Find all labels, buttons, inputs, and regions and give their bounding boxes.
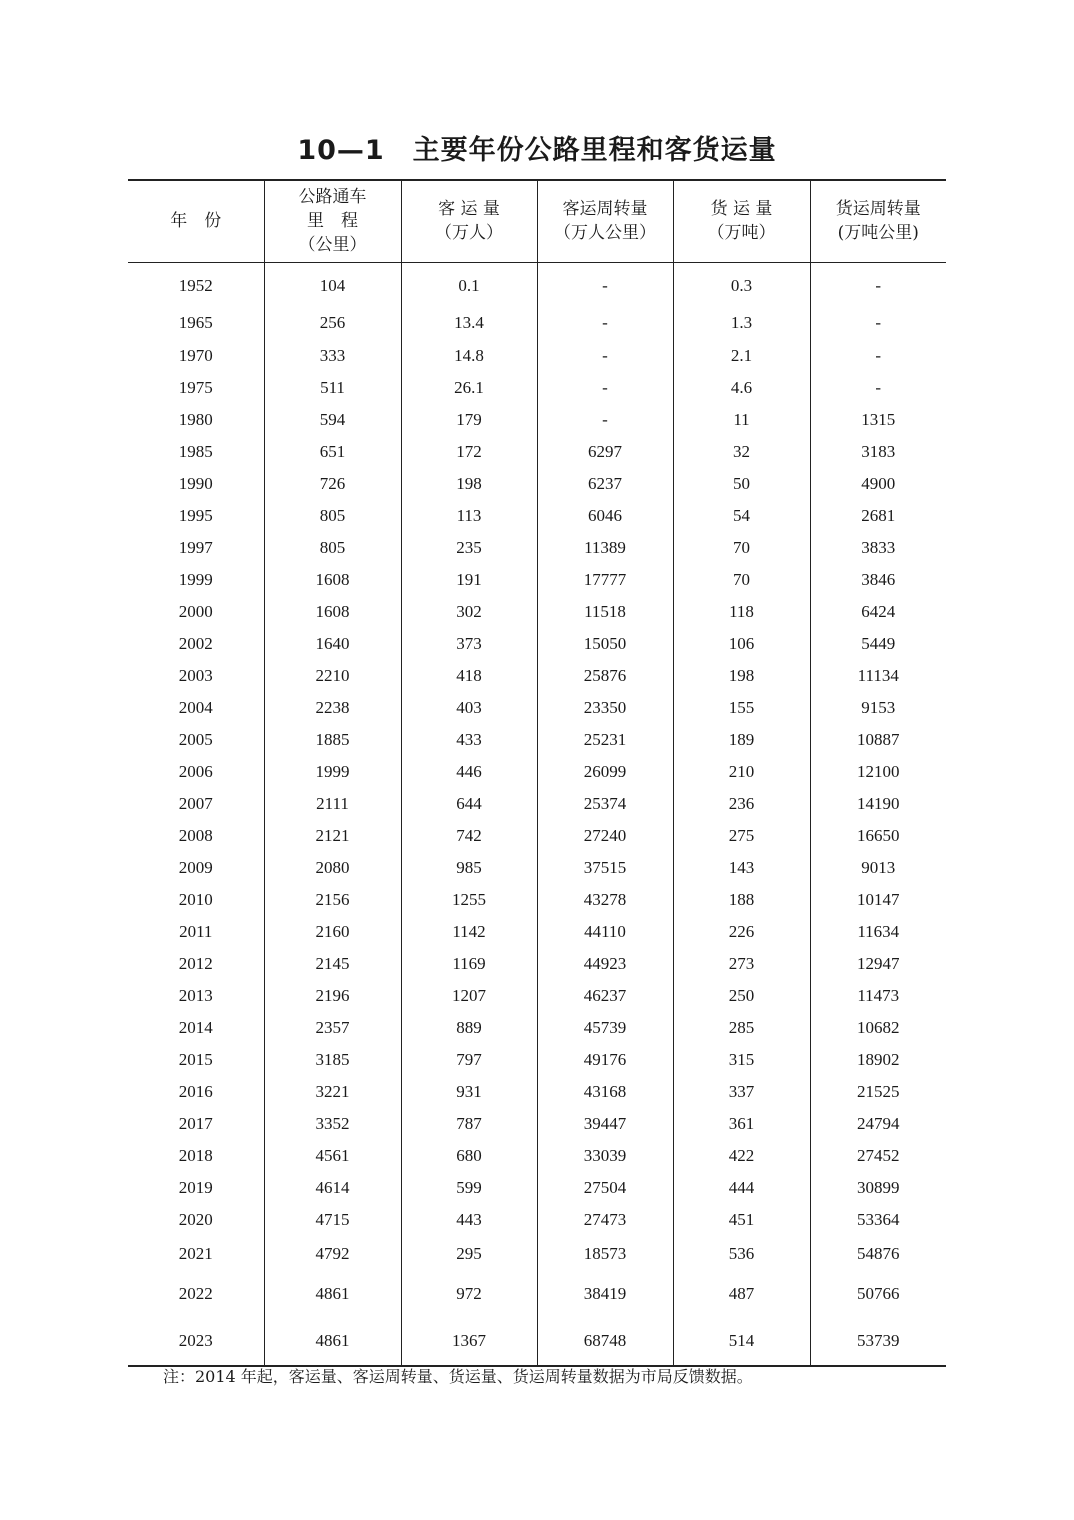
cell-mileage: 3352 [264,1108,401,1140]
cell-freight-volume: 155 [673,692,810,724]
cell-year: 2019 [178,1178,213,1197]
table-body [128,262,946,1366]
table-row [128,340,946,372]
cell-freight-turnover: 14190 [810,788,946,820]
cell-year: 2012 [178,954,213,973]
cell-mileage: 3221 [264,1076,401,1108]
cell-freight-turnover: 3183 [810,436,946,468]
cell-year: 2006 [178,762,213,781]
cell-freight-volume: 337 [673,1076,810,1108]
cell-mileage: 104 [264,262,401,305]
cell-freight-volume: 1.3 [673,305,810,340]
cell-freight-volume: 189 [673,724,810,756]
table-row [128,692,946,724]
cell-freight-turnover: 2681 [810,500,946,532]
table-row [128,262,946,305]
cell-passenger-turnover: 45739 [537,1012,673,1044]
cell-passenger-volume: 113 [401,500,537,532]
cell-passenger-turnover: 39447 [537,1108,673,1140]
cell-freight-turnover: 10682 [810,1012,946,1044]
cell-freight-volume: 70 [673,564,810,596]
cell-freight-volume: 226 [673,916,810,948]
cell-year: 2000 [178,602,213,621]
cell-freight-turnover: 10147 [810,884,946,916]
page-title: 10—1 主要年份公路里程和客货运量 [297,135,777,166]
cell-freight-turnover: - [810,305,946,340]
cell-year: 1965 [178,312,213,332]
cell-mileage: 726 [264,468,401,500]
cell-passenger-volume: 889 [401,1012,537,1044]
table-row [128,948,946,980]
cell-passenger-turnover: 46237 [537,980,673,1012]
table-row [128,916,946,948]
table-row [128,1204,946,1236]
cell-passenger-volume: 446 [401,756,537,788]
cell-passenger-volume: 742 [401,820,537,852]
cell-freight-volume: 514 [673,1316,810,1366]
cell-freight-volume: 4.6 [673,372,810,404]
cell-mileage: 3185 [264,1044,401,1076]
table-row [128,660,946,692]
cell-freight-turnover: - [810,340,946,372]
cell-year: 2017 [178,1114,213,1133]
cell-passenger-volume: 191 [401,564,537,596]
cell-year: 2004 [178,698,213,717]
cell-mileage: 2238 [264,692,401,724]
cell-passenger-turnover: 27240 [537,820,673,852]
cell-passenger-turnover: 27504 [537,1172,673,1204]
cell-freight-turnover: 3846 [810,564,946,596]
cell-mileage: 2080 [264,852,401,884]
cell-year: 1970 [178,346,213,365]
cell-mileage: 2111 [264,788,401,820]
footnote: 注：2014 年起，客运量、客运周转量、货运量、货运周转量数据为市局反馈数据。 [163,1367,753,1386]
header-passenger-turnover: 客运周转量 （万人公里） [537,180,673,262]
cell-freight-volume: 50 [673,468,810,500]
cell-passenger-turnover: - [537,340,673,372]
cell-passenger-turnover: 11518 [537,596,673,628]
cell-freight-turnover: 3833 [810,532,946,564]
cell-passenger-volume: 26.1 [401,372,537,404]
cell-freight-volume: 451 [673,1204,810,1236]
cell-mileage: 4715 [264,1204,401,1236]
cell-freight-volume: 11 [673,404,810,436]
table-row [128,305,946,340]
cell-passenger-volume: 644 [401,788,537,820]
header-passenger-volume: 客 运 量 （万人） [401,180,537,262]
cell-freight-turnover: 6424 [810,596,946,628]
cell-freight-turnover: 30899 [810,1172,946,1204]
cell-mileage: 2196 [264,980,401,1012]
cell-passenger-volume: 787 [401,1108,537,1140]
table-row [128,372,946,404]
cell-freight-volume: 188 [673,884,810,916]
cell-passenger-volume: 403 [401,692,537,724]
cell-freight-volume: 118 [673,596,810,628]
cell-year: 2011 [179,922,213,941]
cell-mileage: 333 [264,340,401,372]
cell-mileage: 4614 [264,1172,401,1204]
cell-freight-turnover: - [810,372,946,404]
table-row [128,1012,946,1044]
cell-freight-volume: 236 [673,788,810,820]
cell-passenger-volume: 373 [401,628,537,660]
table-row [128,468,946,500]
cell-freight-turnover: 16650 [810,820,946,852]
highway-transport-table [128,179,946,1367]
cell-freight-volume: 2.1 [673,340,810,372]
cell-mileage: 1608 [264,596,401,628]
cell-freight-volume: 361 [673,1108,810,1140]
cell-passenger-turnover: 6237 [537,468,673,500]
cell-mileage: 805 [264,500,401,532]
cell-passenger-turnover: 11389 [537,532,673,564]
cell-passenger-volume: 1142 [401,916,537,948]
table-row [128,1272,946,1316]
cell-passenger-volume: 0.1 [401,262,537,305]
cell-mileage: 2156 [264,884,401,916]
header-freight-volume: 货 运 量 （万吨） [673,180,810,262]
cell-freight-volume: 198 [673,660,810,692]
cell-freight-turnover: 5449 [810,628,946,660]
cell-year: 2009 [178,858,213,877]
cell-passenger-turnover: 26099 [537,756,673,788]
cell-freight-turnover: 11473 [810,980,946,1012]
cell-passenger-volume: 985 [401,852,537,884]
table-row [128,820,946,852]
cell-freight-volume: 0.3 [673,262,810,305]
cell-passenger-volume: 931 [401,1076,537,1108]
cell-passenger-turnover: 68748 [537,1316,673,1366]
cell-passenger-volume: 1207 [401,980,537,1012]
cell-year: 2007 [178,794,213,813]
table-row [128,852,946,884]
cell-freight-turnover: 1315 [810,404,946,436]
cell-mileage: 651 [264,436,401,468]
table-row [128,1236,946,1272]
cell-passenger-turnover: 6297 [537,436,673,468]
cell-year: 2020 [178,1210,213,1229]
cell-passenger-turnover: 49176 [537,1044,673,1076]
cell-mileage: 2210 [264,660,401,692]
cell-passenger-volume: 302 [401,596,537,628]
cell-year: 2022 [178,1284,213,1303]
cell-passenger-volume: 14.8 [401,340,537,372]
cell-passenger-turnover: - [537,305,673,340]
cell-passenger-volume: 433 [401,724,537,756]
cell-year: 1990 [178,474,213,493]
header-row [128,180,946,262]
cell-passenger-turnover: 25876 [537,660,673,692]
cell-year: 1980 [178,410,213,429]
cell-freight-volume: 106 [673,628,810,660]
cell-year: 1952 [178,275,213,295]
cell-mileage: 2357 [264,1012,401,1044]
cell-year: 2021 [178,1244,213,1263]
cell-freight-turnover: 21525 [810,1076,946,1108]
table-row [128,532,946,564]
header-freight-turnover: 货运周转量 (万吨公里) [810,180,946,262]
cell-year: 2014 [178,1018,213,1037]
cell-passenger-turnover: 44923 [537,948,673,980]
cell-freight-turnover: 9013 [810,852,946,884]
cell-year: 2023 [128,1316,264,1366]
cell-passenger-turnover: 44110 [537,916,673,948]
cell-passenger-turnover: 27473 [537,1204,673,1236]
table-row [128,596,946,628]
cell-mileage: 1885 [264,724,401,756]
table-row [128,1076,946,1108]
cell-year: 1999 [178,570,213,589]
cell-passenger-turnover: 25231 [537,724,673,756]
cell-mileage: 1999 [264,756,401,788]
cell-mileage: 2121 [264,820,401,852]
cell-year: 2002 [178,634,213,653]
cell-year: 2016 [178,1082,213,1101]
cell-year: 2018 [178,1146,213,1165]
cell-freight-turnover: 54876 [810,1236,946,1272]
cell-mileage: 1608 [264,564,401,596]
cell-freight-turnover: 27452 [810,1140,946,1172]
cell-freight-volume: 32 [673,436,810,468]
cell-freight-volume: 487 [673,1272,810,1316]
cell-mileage: 1640 [264,628,401,660]
table-row [128,1172,946,1204]
table-row [128,500,946,532]
cell-passenger-turnover: - [537,262,673,305]
table-row [128,404,946,436]
cell-mileage: 2160 [264,916,401,948]
cell-passenger-turnover: 37515 [537,852,673,884]
cell-freight-volume: 273 [673,948,810,980]
cell-passenger-turnover: - [537,372,673,404]
table-row [128,1140,946,1172]
cell-passenger-volume: 418 [401,660,537,692]
cell-passenger-turnover: 38419 [537,1272,673,1316]
table-row [128,1108,946,1140]
cell-freight-turnover: 50766 [810,1272,946,1316]
cell-freight-volume: 275 [673,820,810,852]
cell-passenger-turnover: 6046 [537,500,673,532]
cell-year: 1975 [178,378,213,397]
cell-freight-volume: 315 [673,1044,810,1076]
cell-passenger-volume: 13.4 [401,305,537,340]
statistics-table-container [128,179,946,1367]
table-row [128,724,946,756]
cell-freight-turnover: 11634 [810,916,946,948]
cell-year: 2010 [178,890,213,909]
cell-year: 2015 [178,1050,213,1069]
cell-passenger-volume: 680 [401,1140,537,1172]
table-row [128,628,946,660]
cell-year: 2003 [178,666,213,685]
table-row [128,1044,946,1076]
table-row [128,436,946,468]
cell-freight-volume: 210 [673,756,810,788]
cell-freight-turnover: 12947 [810,948,946,980]
cell-year: 2005 [178,730,213,749]
cell-passenger-volume: 198 [401,468,537,500]
cell-freight-turnover: 53364 [810,1204,946,1236]
header-mileage: 公路通车 里 程 （公里） [264,180,401,262]
cell-freight-turnover: 12100 [810,756,946,788]
table-row [128,980,946,1012]
cell-passenger-volume: 1255 [401,884,537,916]
cell-passenger-turnover: 15050 [537,628,673,660]
cell-freight-turnover: 24794 [810,1108,946,1140]
table-row [128,884,946,916]
cell-mileage: 511 [264,372,401,404]
cell-passenger-volume: 1169 [401,948,537,980]
cell-freight-turnover: 4900 [810,468,946,500]
cell-mileage: 805 [264,532,401,564]
cell-freight-turnover: 53739 [810,1316,946,1366]
cell-year: 1985 [178,442,213,461]
cell-passenger-turnover: 23350 [537,692,673,724]
table-row [128,1316,946,1366]
cell-year: 2013 [178,986,213,1005]
cell-mileage: 4861 [264,1272,401,1316]
cell-mileage: 2145 [264,948,401,980]
table-row [128,564,946,596]
cell-mileage: 4861 [264,1316,401,1366]
cell-year: 2008 [178,826,213,845]
cell-freight-turnover: 9153 [810,692,946,724]
cell-freight-turnover: 18902 [810,1044,946,1076]
cell-passenger-turnover: 43278 [537,884,673,916]
cell-passenger-volume: 797 [401,1044,537,1076]
cell-passenger-volume: 295 [401,1236,537,1272]
cell-mileage: 594 [264,404,401,436]
cell-mileage: 4792 [264,1236,401,1272]
cell-freight-turnover: - [810,262,946,305]
cell-passenger-turnover: 18573 [537,1236,673,1272]
cell-passenger-volume: 443 [401,1204,537,1236]
cell-passenger-volume: 1367 [401,1316,537,1366]
cell-passenger-turnover: 43168 [537,1076,673,1108]
cell-freight-volume: 422 [673,1140,810,1172]
cell-passenger-turnover: - [537,404,673,436]
cell-freight-volume: 536 [673,1236,810,1272]
cell-mileage: 4561 [264,1140,401,1172]
cell-passenger-volume: 599 [401,1172,537,1204]
cell-freight-volume: 54 [673,500,810,532]
cell-passenger-volume: 972 [401,1272,537,1316]
cell-passenger-turnover: 17777 [537,564,673,596]
cell-passenger-volume: 179 [401,404,537,436]
cell-freight-volume: 70 [673,532,810,564]
cell-year: 1997 [178,538,213,557]
header-year: 年 份 [128,180,264,262]
cell-freight-turnover: 10887 [810,724,946,756]
cell-freight-volume: 444 [673,1172,810,1204]
cell-year: 1995 [178,506,213,525]
table-row [128,788,946,820]
table-row [128,756,946,788]
cell-passenger-turnover: 33039 [537,1140,673,1172]
cell-freight-volume: 285 [673,1012,810,1044]
cell-freight-volume: 250 [673,980,810,1012]
cell-passenger-volume: 235 [401,532,537,564]
cell-freight-volume: 143 [673,852,810,884]
cell-mileage: 256 [264,305,401,340]
cell-passenger-volume: 172 [401,436,537,468]
cell-passenger-turnover: 25374 [537,788,673,820]
cell-freight-turnover: 11134 [810,660,946,692]
